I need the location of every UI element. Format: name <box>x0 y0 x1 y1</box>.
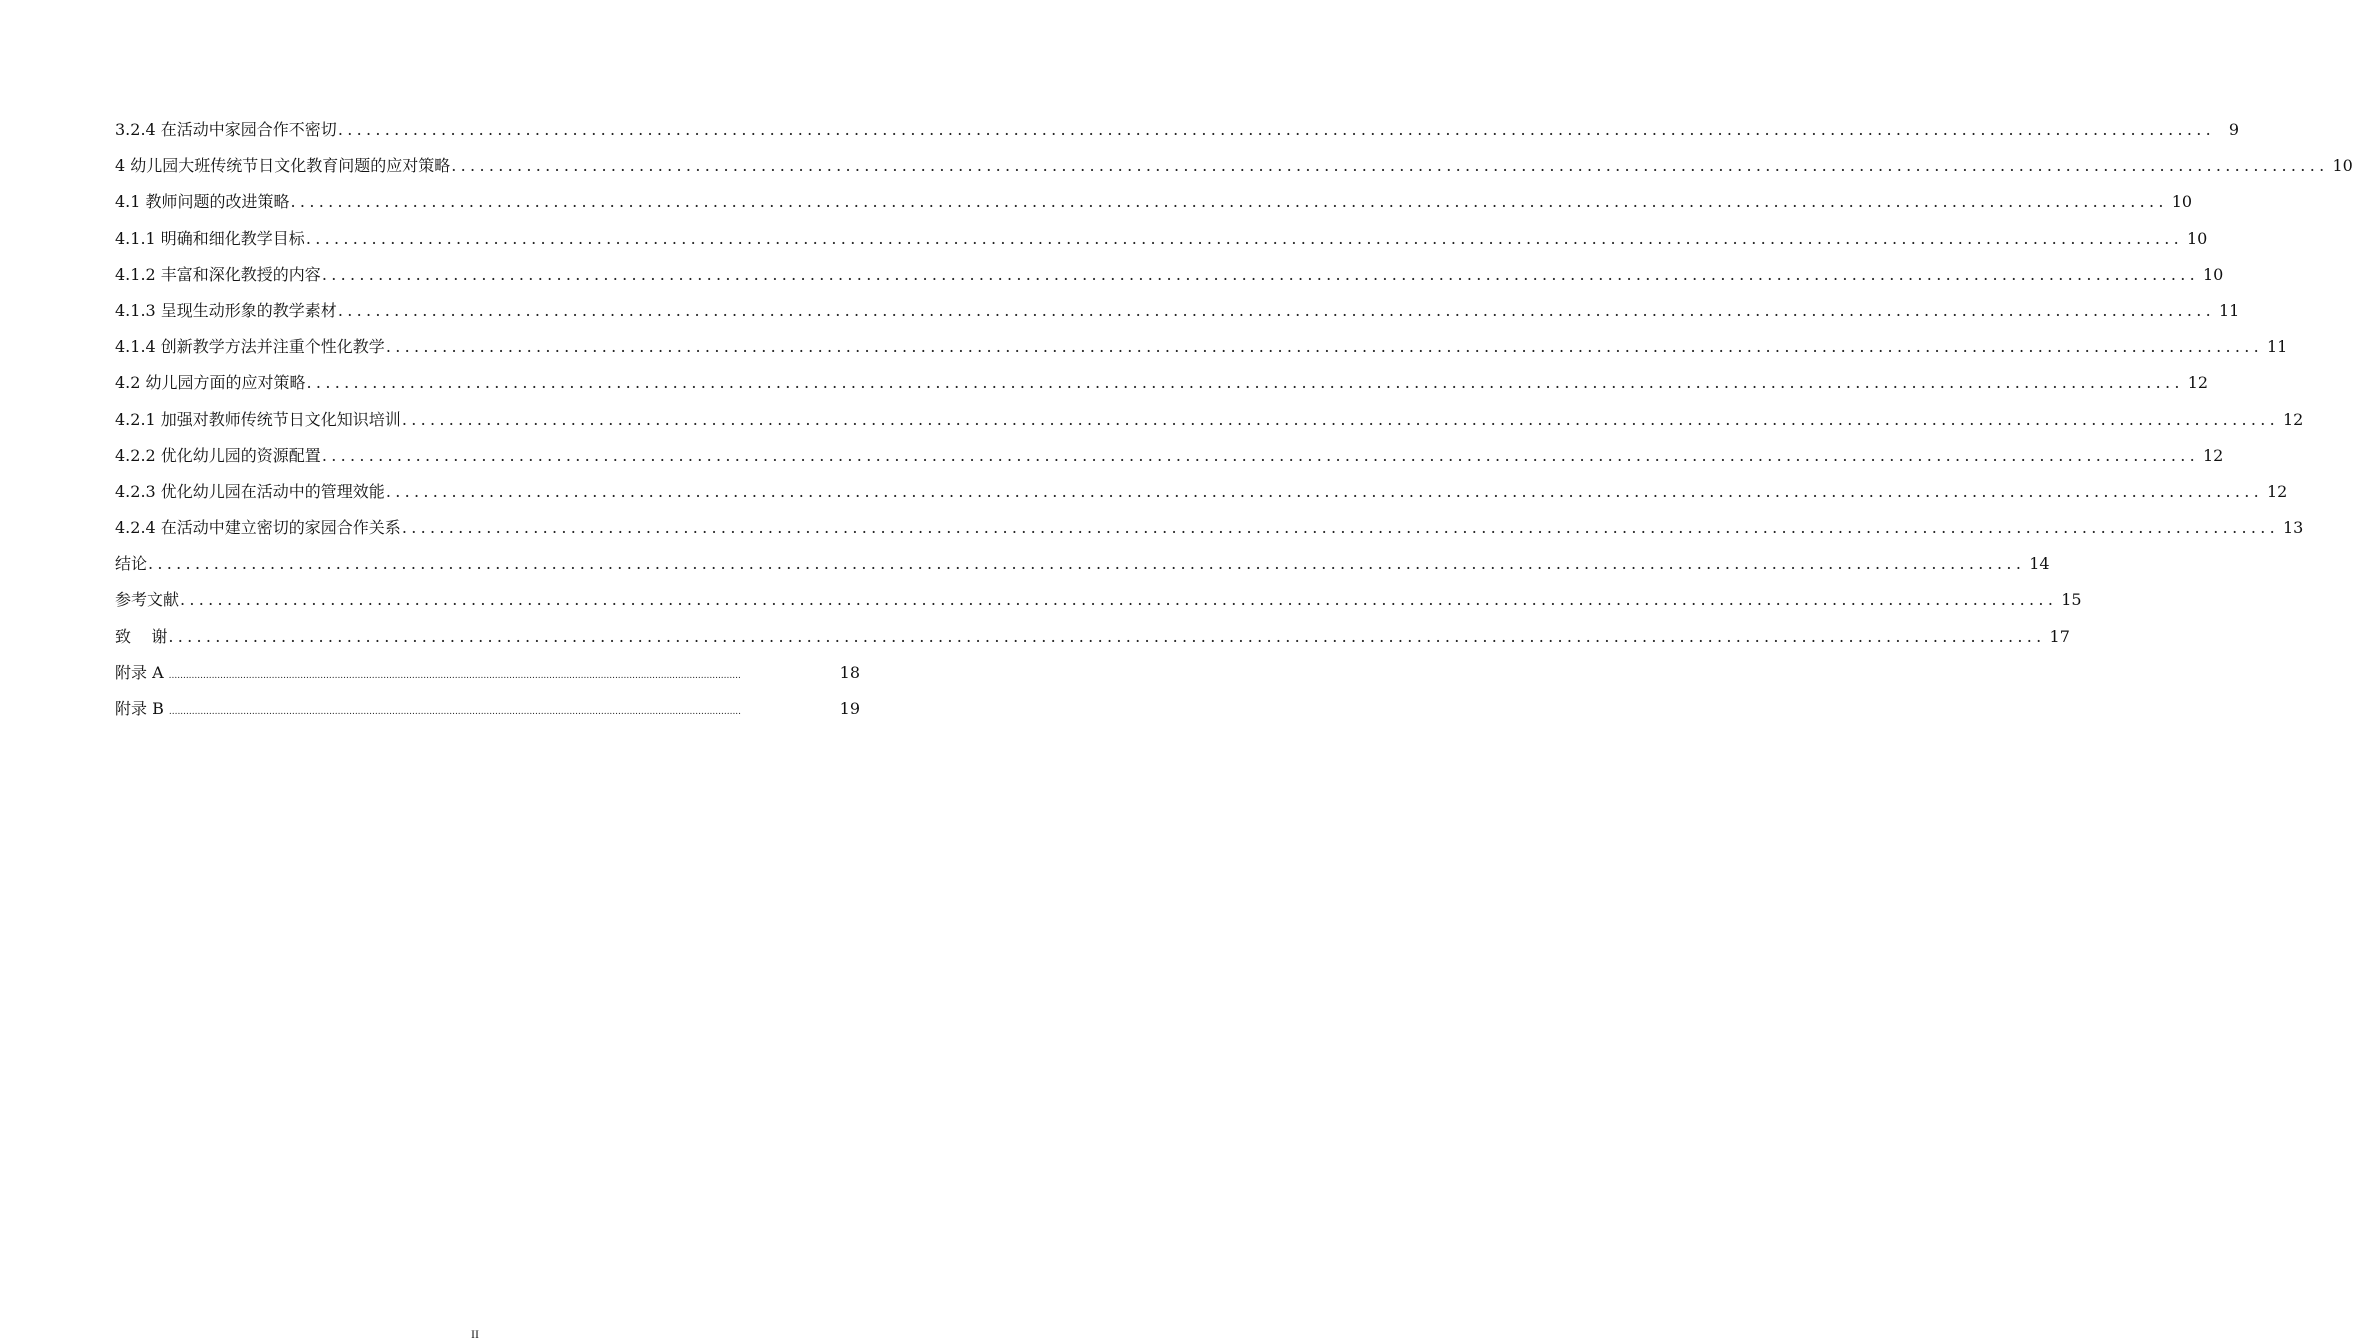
toc-dot-leader: ........................................................................................................................................................................................................ <box>451 156 2329 176</box>
toc-entry[interactable] <box>115 369 2209 405</box>
toc-dot-leader: ........................................................................................................................................................................................................ <box>401 518 2279 538</box>
table-of-contents <box>115 116 2353 734</box>
toc-entry-label: 4.1.3 呈现生动形象的教学素材 <box>115 300 337 320</box>
toc-entry[interactable] <box>115 586 2082 622</box>
toc-entry-label: 4.2 幼儿园方面的应对策略 <box>115 373 306 393</box>
toc-entry[interactable] <box>115 550 2050 586</box>
toc-entry-page: 11 <box>2219 300 2240 320</box>
toc-dot-leader: ........................................................................................................................................................................................................ <box>337 120 2215 139</box>
toc-dot-leader: ........................................................................................................................................................................................................ <box>168 626 2046 646</box>
toc-entry-label: 4.1 教师问题的改进策略 <box>115 192 290 212</box>
toc-entry-page: 10 <box>2332 156 2353 176</box>
toc-entry-label: 附录 B <box>115 699 164 718</box>
toc-entry-page: 10 <box>2203 264 2224 284</box>
toc-dot-leader: ........................................................................................................................................................................................................ <box>290 192 2168 212</box>
toc-entry-label: 4.2.1 加强对教师传统节日文化知识培训 <box>115 409 401 429</box>
toc-entry-page: 12 <box>2283 409 2304 429</box>
toc-entry-page: 18 <box>839 662 860 682</box>
toc-entry-page: 12 <box>2203 445 2224 465</box>
toc-entry-page: 14 <box>2029 554 2050 574</box>
toc-entry[interactable] <box>115 297 2240 333</box>
toc-entry[interactable] <box>115 406 2304 442</box>
toc-dot-leader: ........................................................................................................................................................................................................ <box>168 670 741 681</box>
toc-dot-leader: ........................................................................................................................................................................................................ <box>321 264 2199 284</box>
toc-entry[interactable] <box>115 514 2304 550</box>
toc-entry-label: 4 幼儿园大班传统节日文化教育问题的应对策略 <box>115 156 451 176</box>
toc-entry[interactable] <box>115 261 2224 297</box>
toc-entry[interactable] <box>115 152 2353 188</box>
toc-entry-label: 附录 A <box>115 662 164 682</box>
toc-entry[interactable] <box>115 442 2224 478</box>
toc-entry-page: 17 <box>2049 626 2070 646</box>
toc-entry-page: 12 <box>2267 481 2288 501</box>
toc-entry-label: 4.2.2 优化幼儿园的资源配置 <box>115 445 321 465</box>
toc-dot-leader: ........................................................................................................................................................................................................ <box>401 409 2279 429</box>
toc-entry[interactable] <box>115 188 2193 224</box>
toc-dot-leader: ........................................................................................................................................................................................................ <box>148 554 2026 574</box>
toc-entry-page: 15 <box>2061 590 2082 610</box>
toc-entry-label: 4.1.4 创新教学方法并注重个性化教学 <box>115 337 385 357</box>
toc-dot-leader: ........................................................................................................................................................................................................ <box>385 481 2263 501</box>
toc-entry-label: 4.2.4 在活动中建立密切的家园合作关系 <box>115 518 401 538</box>
toc-entry-label: 4.2.3 优化幼儿园在活动中的管理效能 <box>115 481 385 501</box>
toc-entry-page: 13 <box>2283 518 2304 538</box>
toc-entry[interactable] <box>115 478 2288 514</box>
toc-entry[interactable] <box>115 333 2288 369</box>
toc-entry[interactable] <box>115 116 2239 152</box>
toc-dot-leader: ........................................................................................................................................................................................................ <box>321 445 2199 465</box>
toc-dot-leader: ........................................................................................................................................................................................................ <box>385 337 2263 357</box>
toc-entry-label: 结论 <box>115 554 148 574</box>
toc-dot-leader: ........................................................................................................................................................................................................ <box>180 590 2058 610</box>
toc-entry-page: 10 <box>2171 192 2193 212</box>
toc-entry[interactable] <box>115 659 860 695</box>
toc-entry-page: 11 <box>2267 337 2288 357</box>
toc-entry-page: 10 <box>2187 228 2208 248</box>
toc-entry-label: 3.2.4 在活动中家园合作不密切 <box>115 120 337 139</box>
toc-dot-leader: ........................................................................................................................................................................................................ <box>306 373 2184 393</box>
page-number: II <box>471 1327 479 1341</box>
toc-entry-label: 4.1.2 丰富和深化教授的内容 <box>115 264 321 284</box>
toc-dot-leader: ........................................................................................................................................................................................................ <box>305 228 2183 248</box>
toc-entry[interactable] <box>115 695 860 734</box>
toc-entry-label: 参考文献 <box>115 590 180 610</box>
toc-dot-leader: ........................................................................................................................................................................................................ <box>168 707 742 717</box>
toc-entry-page: 9 <box>2228 120 2239 139</box>
toc-dot-leader: ........................................................................................................................................................................................................ <box>337 300 2215 320</box>
toc-entry-label: 4.1.1 明确和细化教学目标 <box>115 228 305 248</box>
toc-entry-label: 致 谢 <box>115 626 168 646</box>
toc-entry-page: 12 <box>2187 373 2209 393</box>
toc-entry[interactable] <box>115 225 2208 261</box>
toc-entry-page: 19 <box>839 699 860 718</box>
toc-entry[interactable] <box>115 623 2070 659</box>
